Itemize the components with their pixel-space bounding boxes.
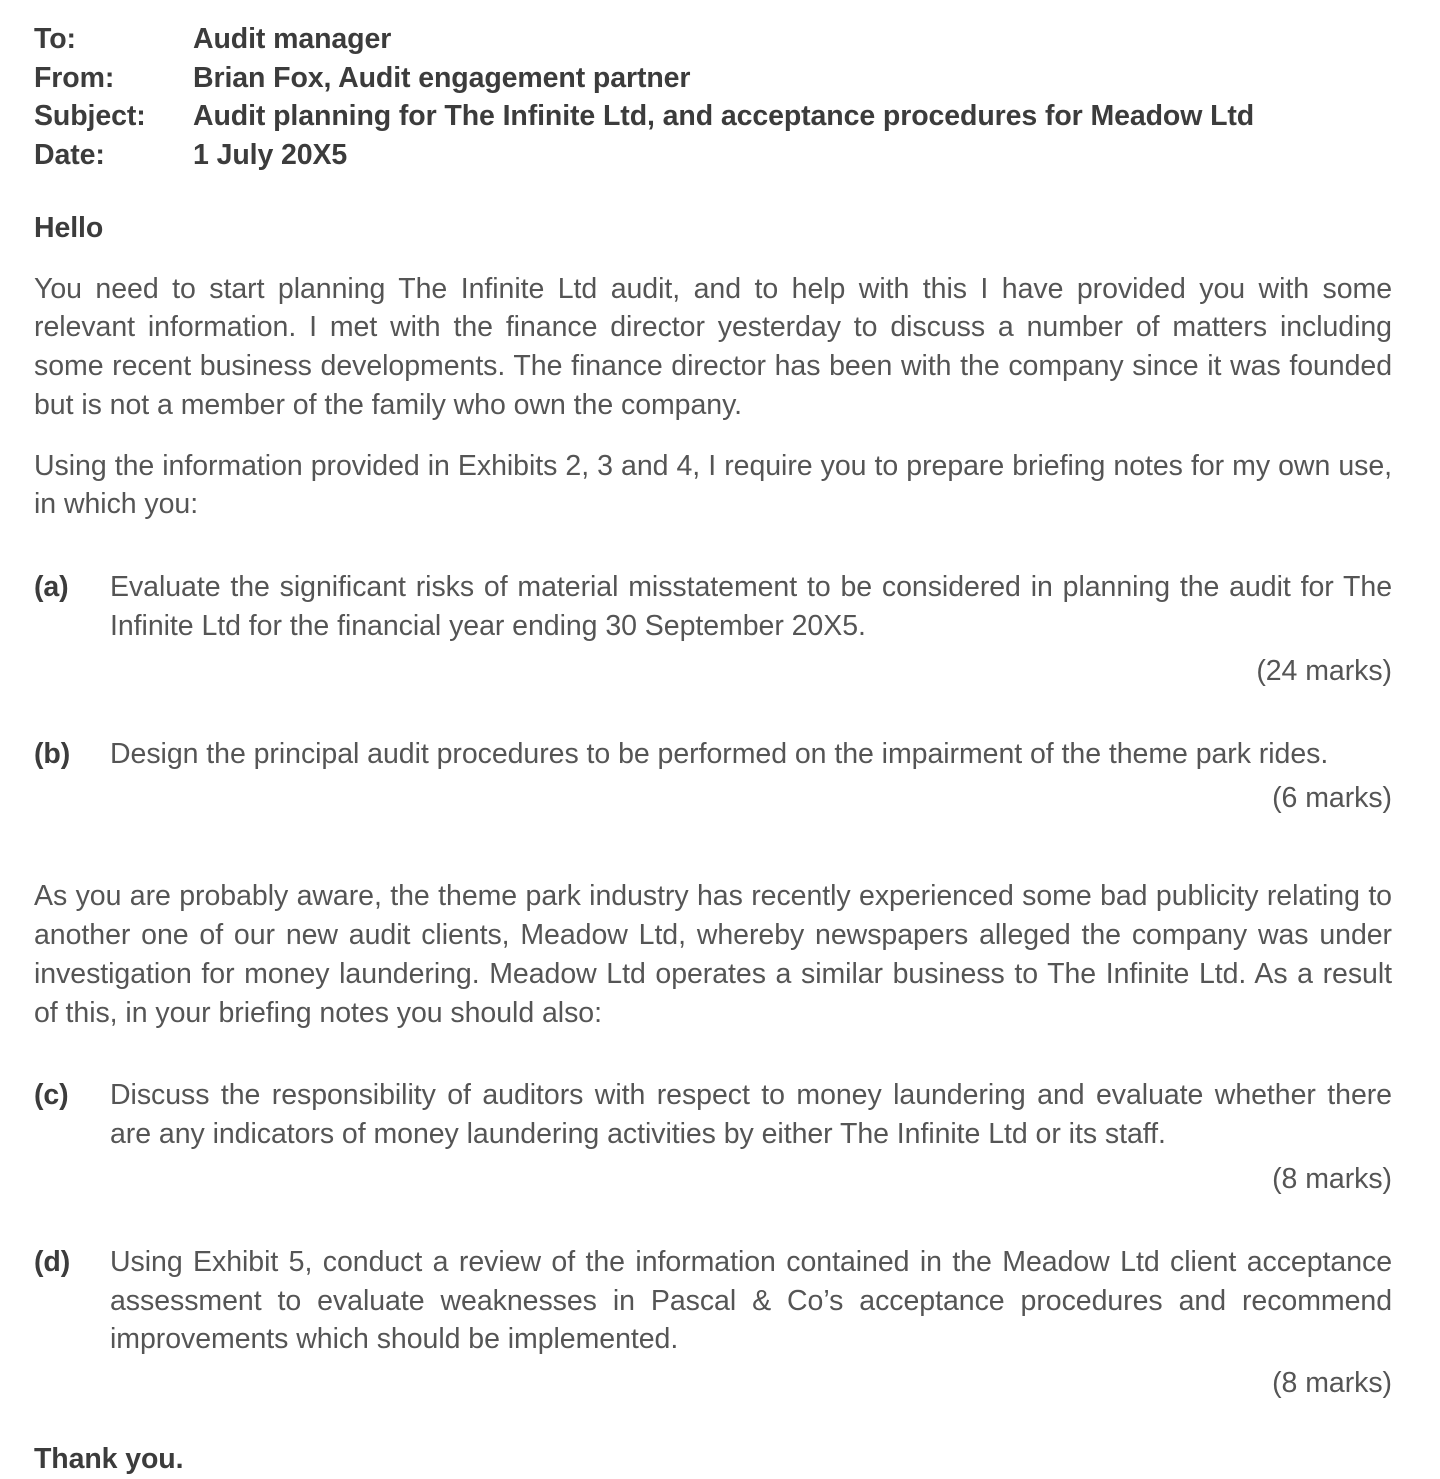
memo-label-subject: Subject:	[34, 100, 146, 132]
requirement-d-text: Using Exhibit 5, conduct a review of the information contained in the Meadow Ltd client acceptance assessment to evaluate weaknesses in Pascal & Co’s acceptance procedures and recommend improvements which should be implemented.	[110, 1245, 1392, 1356]
requirement-a-letter: (a)	[34, 571, 69, 604]
requirement-d	[34, 1243, 1392, 1359]
document-content	[34, 20, 1392, 1479]
requirement-b-letter: (b)	[34, 737, 71, 770]
requirement-b-marks: (6 marks)	[1272, 782, 1392, 815]
salutation: Hello	[34, 212, 104, 244]
requirement-c-text: Discuss the responsibility of auditors with respect to money laundering and evaluate whether there are any indicators of money laundering activities by either The Infinite Ltd or its staff.	[110, 1079, 1392, 1151]
memo-field-from	[34, 59, 1392, 98]
memo-field-date	[34, 136, 1392, 175]
requirement-a-marks: (24 marks)	[1256, 654, 1392, 687]
memo-value-from: Brian Fox, Audit engagement partner	[193, 61, 691, 94]
requirement-b	[34, 735, 1392, 774]
instruction-paragraph: Using the information provided in Exhibits 2, 3 and 4, I require you to prepare briefing notes for my own use, in which you:	[34, 449, 1392, 521]
requirement-c-marks: (8 marks)	[1272, 1163, 1392, 1196]
memo-value-to: Audit manager	[193, 23, 392, 55]
requirement-a	[34, 568, 1392, 646]
memo-header	[34, 20, 1392, 174]
memo-label-to: To:	[34, 23, 76, 55]
requirement-c	[34, 1076, 1392, 1154]
closing: Thank you.	[34, 1443, 184, 1476]
memo-value-subject: Audit planning for The Infinite Ltd, and acceptance procedures for Meadow Ltd	[193, 100, 1255, 132]
requirement-a-text: Evaluate the significant risks of material misstatement to be considered in planning the audit for The Infinite Ltd for the financial year ending 30 September 20X5.	[110, 571, 1392, 643]
intro-paragraph: You need to start planning The Infinite Ltd audit, and to help with this I have provided you with some relevant information. I met with the finance director yesterday to discuss a number of matters including some recent business developments. The finance director has been with the company since it was founded but is not a member of the family who own the company.	[34, 272, 1392, 421]
requirement-d-marks: (8 marks)	[1272, 1367, 1392, 1400]
memo-field-subject	[34, 97, 1392, 136]
memo-label-date: Date:	[34, 138, 105, 171]
publicity-paragraph: As you are probably aware, the theme park industry has recently experienced some bad publicity relating to another one of our new audit clients, Meadow Ltd, whereby newspapers alleged the company was under investigation for money laundering. Meadow Ltd operates a similar business to The Infinite Ltd. As a result of this, in your briefing notes you should also:	[34, 880, 1392, 1029]
memo-value-date: 1 July 20X5	[193, 138, 348, 171]
requirement-d-letter: (d)	[34, 1245, 71, 1278]
requirement-c-letter: (c)	[34, 1079, 69, 1112]
memo-field-to	[34, 20, 1392, 59]
memo-label-from: From:	[34, 61, 115, 94]
requirement-b-text: Design the principal audit procedures to be performed on the impairment of the theme park rides.	[110, 737, 1329, 770]
